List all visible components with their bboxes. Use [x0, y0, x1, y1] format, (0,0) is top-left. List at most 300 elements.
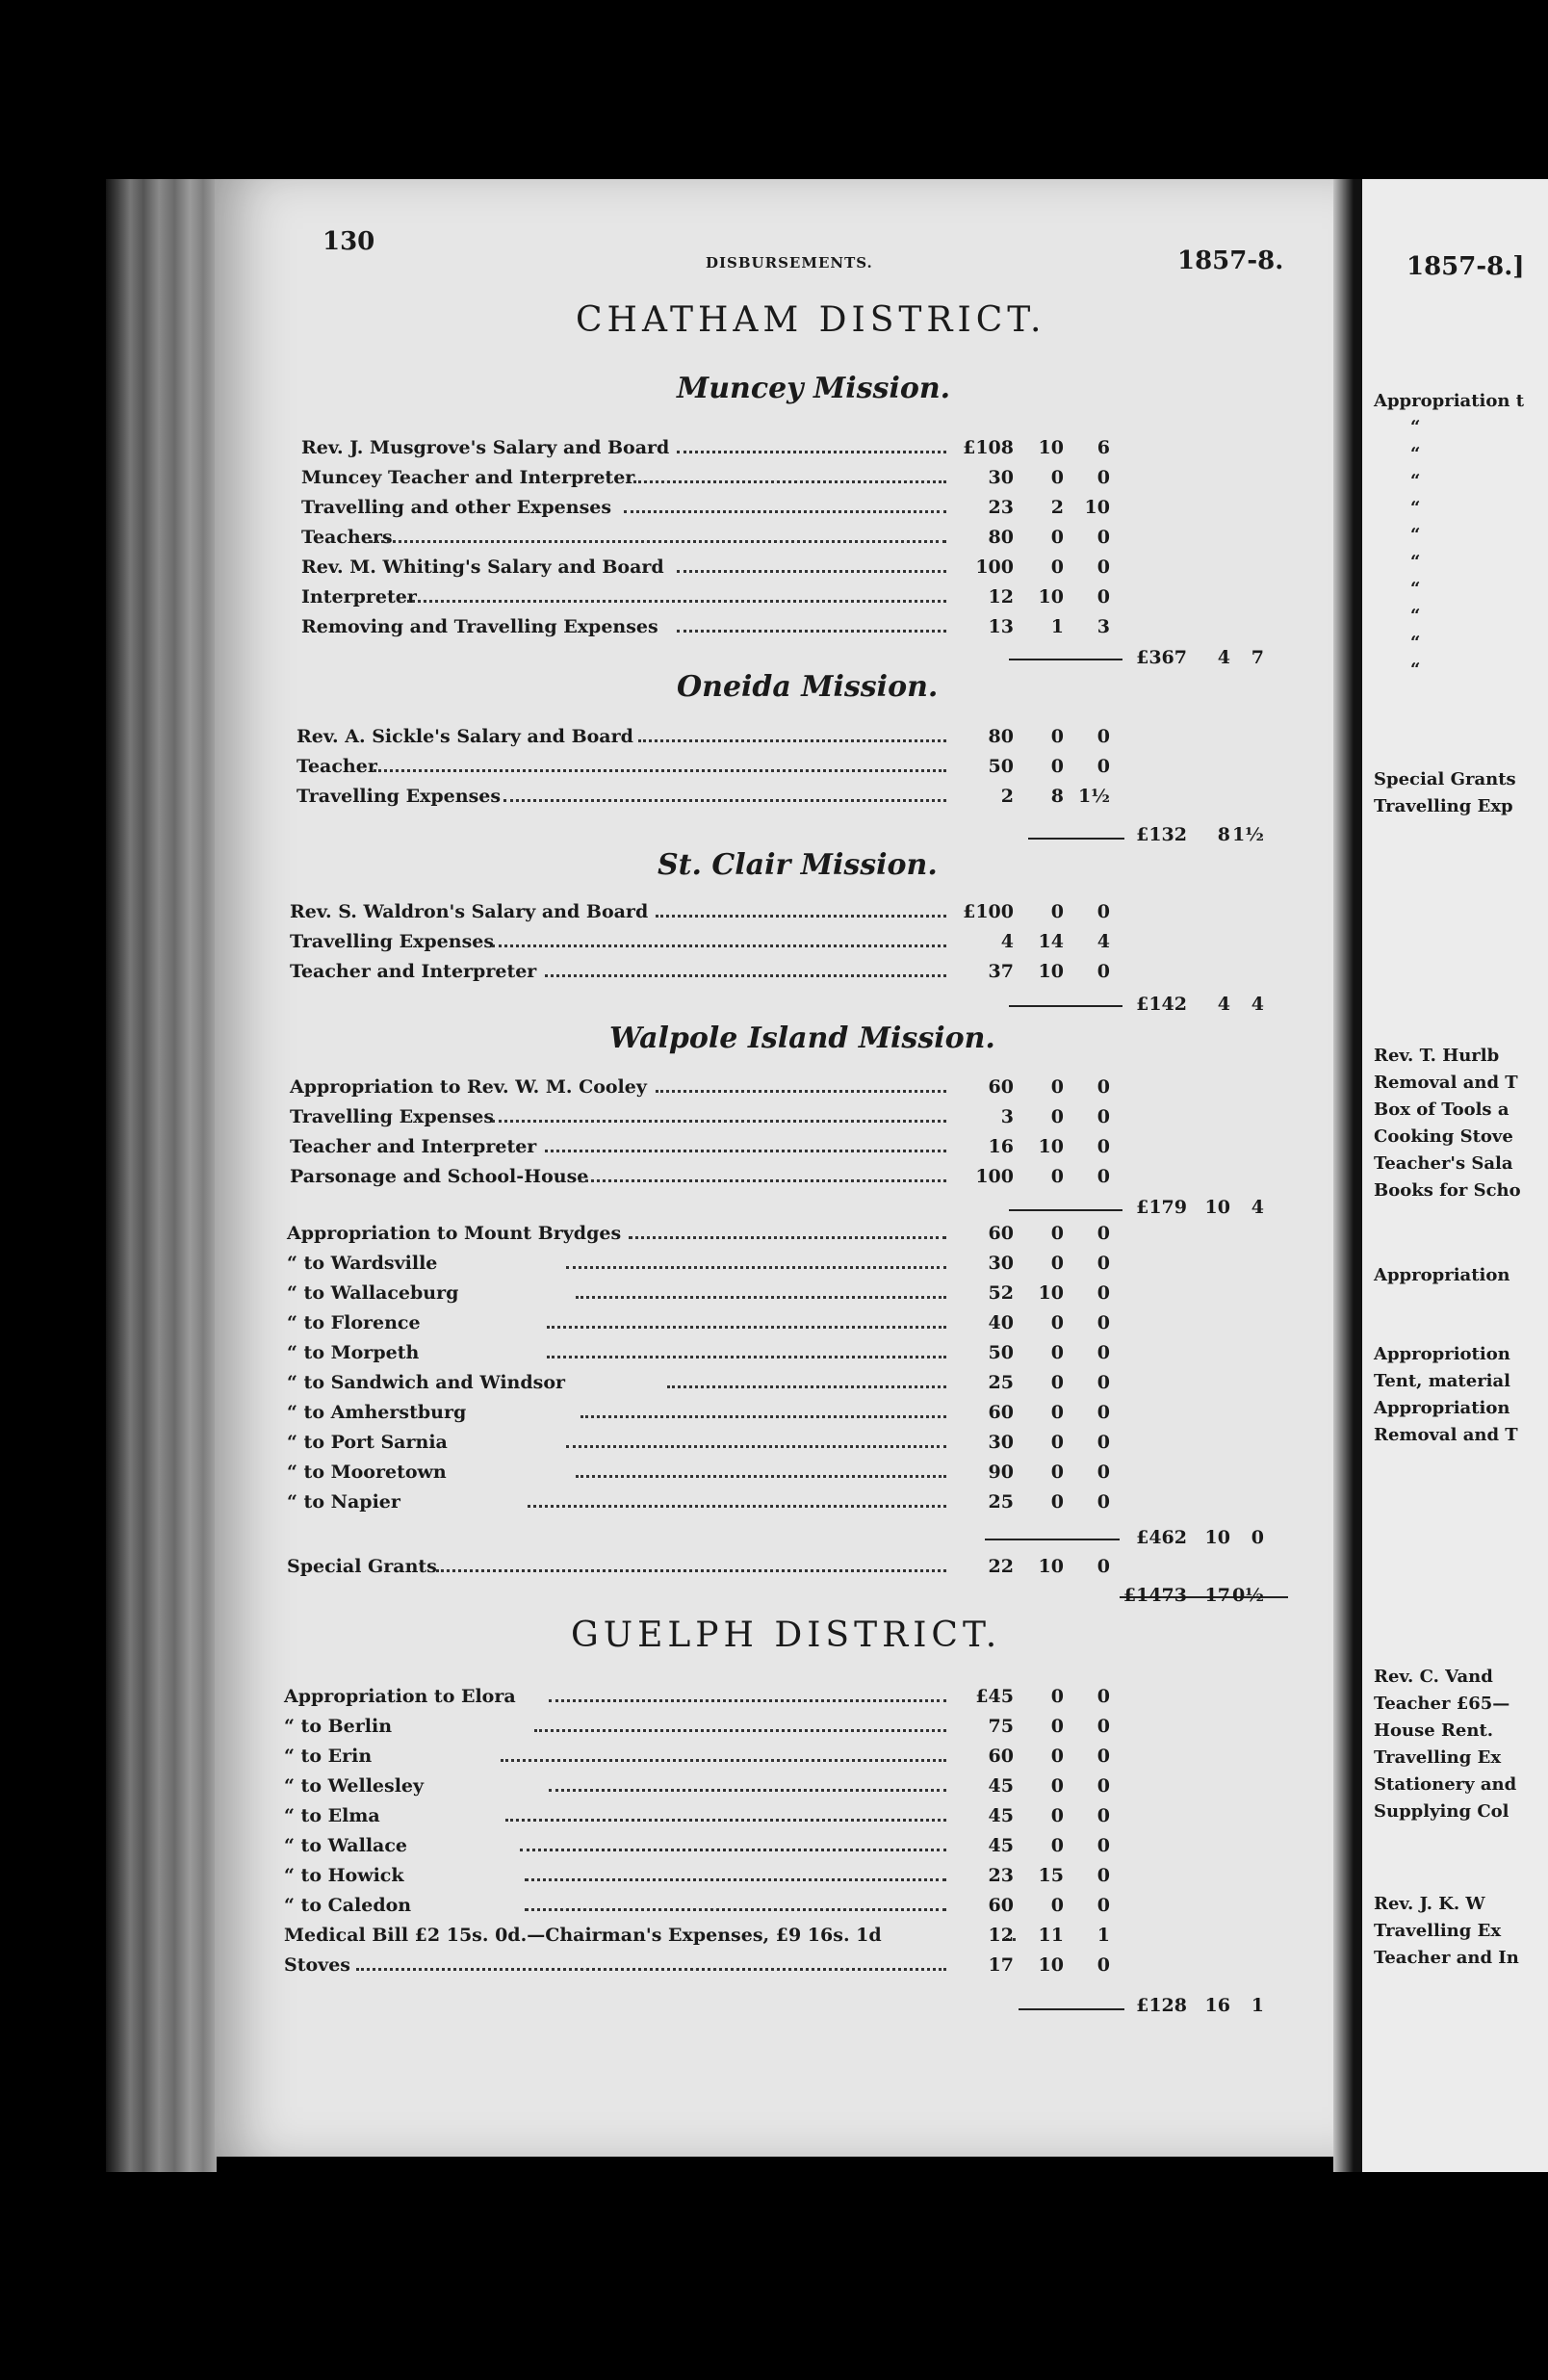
row-label: Rev. J. Musgrove's Salary and Board: [301, 437, 670, 458]
mission-title: Walpole Island Mission.: [609, 1022, 995, 1055]
amount-shillings: 15: [1038, 1865, 1064, 1886]
row-label: “ to Wallace: [284, 1835, 408, 1856]
total-shillings: 4: [1217, 647, 1230, 668]
row-label: Parsonage and School-House: [290, 1166, 589, 1187]
right-page-line: “: [1410, 498, 1421, 518]
amount-pounds: 25: [988, 1491, 1014, 1513]
amount-pounds: 23: [988, 497, 1014, 518]
amount-pence: 3: [1096, 616, 1110, 637]
book-gutter: [1333, 179, 1362, 2172]
amount-pence: 0: [1096, 1716, 1110, 1737]
leader-dots: [667, 1380, 946, 1388]
amount-pence: 0: [1096, 1253, 1110, 1274]
row-label: “ to Sandwich and Windsor: [287, 1372, 566, 1393]
amount-pounds: 50: [988, 756, 1014, 777]
leader-dots: [656, 909, 946, 918]
amount-shillings: 0: [1050, 726, 1064, 747]
leader-dots: [566, 1260, 946, 1269]
amount-pounds: 16: [988, 1136, 1014, 1157]
page-number: 130: [322, 227, 375, 256]
amount-pence: 10: [1084, 497, 1110, 518]
right-page-line: Box of Tools a: [1374, 1099, 1509, 1120]
right-page-line: Books for Scho: [1374, 1180, 1521, 1201]
row-label: Rev. A. Sickle's Salary and Board: [297, 726, 633, 747]
right-page-line: Travelling Ex: [1374, 1921, 1502, 1941]
ledger-row: [215, 1462, 1333, 1490]
amount-pounds: 90: [988, 1462, 1014, 1483]
amount-pence: 1: [1096, 1925, 1110, 1946]
leader-dots: [501, 1753, 946, 1762]
leader-dots: [407, 594, 946, 603]
row-label: Appropriation to Elora: [284, 1686, 516, 1707]
amount-pounds: 30: [988, 1432, 1014, 1453]
ledger-row: [215, 497, 1333, 526]
right-page-line: Teacher's Sala: [1374, 1153, 1513, 1174]
amount-pounds: 80: [988, 726, 1014, 747]
amount-pence: 0: [1096, 726, 1110, 747]
leader-dots: [547, 1350, 946, 1358]
leader-dots: [436, 1564, 946, 1572]
right-page-line: Tent, material: [1374, 1371, 1511, 1391]
row-label: Travelling Expenses: [297, 786, 502, 807]
amount-pounds: 60: [988, 1895, 1014, 1916]
amount-pence: 0: [1096, 1312, 1110, 1333]
amount-pence: 0: [1096, 1805, 1110, 1826]
left-page: [215, 179, 1333, 2157]
right-page-line: Supplying Col: [1374, 1801, 1509, 1822]
total-pounds: £179: [1136, 1197, 1187, 1218]
leader-dots: [677, 445, 946, 453]
amount-shillings: 10: [1038, 586, 1064, 608]
amount-pence: 0: [1096, 1342, 1110, 1363]
ledger-row: [215, 756, 1333, 785]
mission-title: St. Clair Mission.: [658, 848, 938, 882]
ledger-row: [215, 1106, 1333, 1135]
right-page-line: Removal and T: [1374, 1425, 1518, 1445]
right-year-heading: 1857-8.]: [1406, 252, 1525, 281]
row-label: Travelling Expenses: [290, 1106, 495, 1127]
leader-dots: [534, 1723, 946, 1732]
ledger-row: [215, 1253, 1333, 1281]
total-pence: 7: [1251, 647, 1264, 668]
leader-dots: [492, 1114, 946, 1123]
total-pence: 4: [1251, 1197, 1264, 1218]
amount-pounds: 30: [988, 467, 1014, 488]
amount-pounds: 60: [988, 1746, 1014, 1767]
leader-dots: [656, 1084, 946, 1093]
amount-pence: 0: [1096, 1223, 1110, 1244]
right-page: [1362, 179, 1548, 2172]
amount-pounds: 45: [988, 1835, 1014, 1856]
total-pounds: £1473: [1122, 1585, 1187, 1606]
amount-shillings: 0: [1050, 1462, 1064, 1483]
row-label: “ to Florence: [287, 1312, 421, 1333]
row-label: Rev. M. Whiting's Salary and Board: [301, 556, 664, 578]
amount-pounds: 12: [988, 586, 1014, 608]
amount-pence: 0: [1096, 1106, 1110, 1127]
section-total: [215, 1585, 1333, 1614]
section-total: [215, 994, 1333, 1022]
total-shillings: 17: [1204, 1585, 1230, 1606]
amount-pounds: 4: [1000, 931, 1014, 952]
right-page-line: Special Grants: [1374, 769, 1516, 789]
amount-pence: 0: [1096, 961, 1110, 982]
amount-shillings: 0: [1050, 1076, 1064, 1098]
ledger-row: [215, 1746, 1333, 1774]
row-label: “ to Howick: [284, 1865, 404, 1886]
total-pounds: £367: [1136, 647, 1187, 668]
row-label: Medical Bill £2 15s. 0d.—Chairman's Expenses, £9 16s. 1d: [284, 1925, 882, 1946]
right-page-line: “: [1410, 552, 1421, 572]
amount-pence: 0: [1096, 1136, 1110, 1157]
row-label: “ to Elma: [284, 1805, 380, 1826]
amount-shillings: 0: [1050, 901, 1064, 922]
total-pence: 4: [1251, 994, 1264, 1015]
amount-pounds: 52: [988, 1282, 1014, 1304]
leader-dots: [579, 1174, 946, 1182]
year-heading: 1857-8.: [1177, 246, 1284, 275]
right-page-line: “: [1410, 660, 1421, 680]
amount-shillings: 10: [1038, 1282, 1064, 1304]
ledger-row: [215, 1136, 1333, 1165]
total-shillings: 10: [1204, 1527, 1230, 1548]
right-page-line: House Rent.: [1374, 1720, 1494, 1741]
total-pounds: £132: [1136, 824, 1187, 845]
mission-title: Oneida Mission.: [677, 670, 939, 704]
ledger-row: [215, 1432, 1333, 1461]
amount-shillings: 0: [1050, 1166, 1064, 1187]
amount-pounds: 30: [988, 1253, 1014, 1274]
right-page-line: “: [1410, 606, 1421, 626]
amount-pounds: 23: [988, 1865, 1014, 1886]
right-page-line: Teacher and In: [1374, 1948, 1519, 1968]
amount-pounds: £45: [975, 1686, 1014, 1707]
total-pounds: £462: [1136, 1527, 1187, 1548]
total-pence: 1½: [1231, 824, 1264, 845]
amount-shillings: 10: [1038, 1556, 1064, 1577]
amount-pounds: £108: [963, 437, 1014, 458]
row-label: “ to Port Sarnia: [287, 1432, 448, 1453]
amount-shillings: 0: [1050, 1835, 1064, 1856]
row-label: “ to Wardsville: [287, 1253, 438, 1274]
row-label: “ to Wallaceburg: [287, 1282, 459, 1304]
total-pounds: £142: [1136, 994, 1187, 1015]
amount-pence: 0: [1096, 1835, 1110, 1856]
ledger-row: [215, 1312, 1333, 1341]
leader-dots: [629, 1230, 946, 1239]
ledger-row: [215, 1925, 1333, 1953]
row-label: “ to Amherstburg: [287, 1402, 467, 1423]
amount-pence: 0: [1096, 467, 1110, 488]
row-label: Appropriation to Rev. W. M. Cooley: [290, 1076, 647, 1098]
total-shillings: 10: [1204, 1197, 1230, 1218]
amount-pounds: 100: [975, 1166, 1014, 1187]
amount-pounds: 100: [975, 556, 1014, 578]
amount-pence: 0: [1096, 1895, 1110, 1916]
total-pence: 0: [1251, 1527, 1264, 1548]
amount-shillings: 0: [1050, 1253, 1064, 1274]
leader-dots: [356, 1962, 946, 1971]
amount-shillings: 0: [1050, 1775, 1064, 1797]
amount-shillings: 10: [1038, 437, 1064, 458]
leader-dots: [677, 564, 946, 573]
amount-pounds: 2: [1000, 786, 1014, 807]
amount-pence: 0: [1096, 1686, 1110, 1707]
amount-shillings: 0: [1050, 1312, 1064, 1333]
leader-dots: [525, 1873, 946, 1881]
amount-shillings: 0: [1050, 1716, 1064, 1737]
amount-shillings: 1: [1050, 616, 1064, 637]
district-title: GUELPH DISTRICT.: [571, 1616, 1002, 1655]
amount-pence: 0: [1096, 1556, 1110, 1577]
running-title: DISBURSEMENTS.: [706, 254, 873, 272]
amount-shillings: 0: [1050, 1746, 1064, 1767]
section-total: [215, 1995, 1333, 2024]
amount-pence: 6: [1096, 437, 1110, 458]
amount-pounds: 3: [1000, 1106, 1014, 1127]
row-label: “ to Morpeth: [287, 1342, 420, 1363]
ledger-row: [215, 1865, 1333, 1894]
leader-dots: [638, 734, 946, 742]
leader-dots: [503, 793, 946, 802]
total-shillings: 16: [1204, 1995, 1230, 2016]
amount-pence: 0: [1096, 1462, 1110, 1483]
ledger-row: [215, 901, 1333, 930]
right-page-line: Removal and T: [1374, 1073, 1518, 1093]
amount-shillings: 0: [1050, 527, 1064, 548]
amount-pounds: 13: [988, 616, 1014, 637]
amount-pounds: 45: [988, 1775, 1014, 1797]
amount-pence: 0: [1096, 1746, 1110, 1767]
row-label: Rev. S. Waldron's Salary and Board: [290, 901, 649, 922]
right-page-line: “: [1410, 579, 1421, 599]
total-shillings: 8: [1217, 824, 1230, 845]
row-label: Appropriation to Mount Brydges: [287, 1223, 622, 1244]
amount-pence: 0: [1096, 756, 1110, 777]
ledger-row: [215, 1835, 1333, 1864]
ledger-row: [215, 786, 1333, 815]
right-page-line: Appropriotion: [1374, 1344, 1510, 1364]
amount-shillings: 0: [1050, 1402, 1064, 1423]
amount-shillings: 0: [1050, 556, 1064, 578]
total-pence: 1: [1251, 1995, 1264, 2016]
row-label: Special Grants: [287, 1556, 437, 1577]
row-label: “ to Caledon: [284, 1895, 412, 1916]
row-label: Removing and Travelling Expenses: [301, 616, 658, 637]
leader-dots: [633, 475, 946, 483]
amount-shillings: 0: [1050, 1106, 1064, 1127]
district-title: CHATHAM DISTRICT.: [576, 300, 1046, 340]
amount-pounds: 25: [988, 1372, 1014, 1393]
ledger-row: [215, 586, 1333, 615]
right-page-line: Cooking Stove: [1374, 1126, 1513, 1147]
ledger-row: [215, 1076, 1333, 1105]
leader-dots: [677, 624, 946, 633]
amount-shillings: 0: [1050, 1372, 1064, 1393]
amount-pence: 0: [1096, 1166, 1110, 1187]
amount-shillings: 0: [1050, 1686, 1064, 1707]
amount-pence: 0: [1096, 1372, 1110, 1393]
row-label: Teacher and Interpreter: [290, 1136, 537, 1157]
right-page-line: “: [1410, 633, 1421, 653]
leader-dots: [580, 1410, 946, 1418]
amount-shillings: 10: [1038, 1136, 1064, 1157]
leader-dots: [525, 1902, 946, 1911]
row-label: Stoves: [284, 1954, 350, 1976]
amount-shillings: 0: [1050, 1491, 1064, 1513]
leader-dots: [369, 534, 946, 543]
amount-shillings: 10: [1038, 1954, 1064, 1976]
leader-dots: [549, 1783, 946, 1792]
amount-pounds: 75: [988, 1716, 1014, 1737]
amount-pence: 0: [1096, 1491, 1110, 1513]
amount-pence: 0: [1096, 1775, 1110, 1797]
amount-shillings: 11: [1038, 1925, 1064, 1946]
amount-pounds: 22: [988, 1556, 1014, 1577]
ledger-row: [215, 1895, 1333, 1924]
ledger-row: [215, 1775, 1333, 1804]
ledger-row: [215, 726, 1333, 755]
right-page-line: Appropriation t: [1374, 391, 1525, 411]
ledger-row: [215, 1805, 1333, 1834]
amount-pounds: 80: [988, 527, 1014, 548]
leader-dots: [520, 1843, 946, 1851]
right-page-line: Appropriation: [1374, 1265, 1510, 1285]
row-label: “ to Berlin: [284, 1716, 393, 1737]
amount-pence: 0: [1096, 1282, 1110, 1304]
amount-pence: 0: [1096, 1954, 1110, 1976]
right-page-line: Appropriation: [1374, 1398, 1510, 1418]
leader-dots: [624, 504, 946, 513]
ledger-row: [215, 1716, 1333, 1745]
amount-pounds: 50: [988, 1342, 1014, 1363]
ledger-row: [215, 556, 1333, 585]
leader-dots: [566, 1439, 946, 1448]
row-label: Travelling Expenses: [290, 931, 495, 952]
amount-shillings: 10: [1038, 961, 1064, 982]
amount-shillings: 0: [1050, 1342, 1064, 1363]
right-page-line: Stationery and: [1374, 1774, 1517, 1795]
amount-pence: 1½: [1077, 786, 1110, 807]
right-page-line: Rev. J. K. W: [1374, 1894, 1485, 1914]
amount-shillings: 0: [1050, 1895, 1064, 1916]
right-page-line: Teacher £65—: [1374, 1694, 1510, 1714]
leader-dots: [576, 1469, 946, 1478]
row-label: Travelling and other Expenses: [301, 497, 612, 518]
row-label: Interpreter: [301, 586, 417, 608]
amount-pence: 0: [1096, 1432, 1110, 1453]
right-page-line: “: [1410, 417, 1421, 437]
amount-shillings: 0: [1050, 1432, 1064, 1453]
amount-shillings: 14: [1038, 931, 1064, 952]
ledger-row: [215, 1372, 1333, 1401]
ledger-row: [215, 1282, 1333, 1311]
amount-shillings: 8: [1050, 786, 1064, 807]
amount-pounds: 40: [988, 1312, 1014, 1333]
right-page-line: “: [1410, 525, 1421, 545]
right-page-line: “: [1410, 471, 1421, 491]
amount-pounds: 60: [988, 1076, 1014, 1098]
amount-shillings: 0: [1050, 1805, 1064, 1826]
amount-pence: 0: [1096, 586, 1110, 608]
amount-pence: 4: [1096, 931, 1110, 952]
amount-pounds: £100: [963, 901, 1014, 922]
section-total: [215, 1197, 1333, 1226]
ledger-row: [215, 961, 1333, 990]
row-label: “ to Erin: [284, 1746, 373, 1767]
leader-dots: [545, 969, 946, 977]
row-label: “ to Wellesley: [284, 1775, 425, 1797]
ledger-row: [215, 1342, 1333, 1371]
amount-shillings: 0: [1050, 467, 1064, 488]
amount-pounds: 45: [988, 1805, 1014, 1826]
leader-dots: [545, 1144, 946, 1152]
ledger-row: [215, 467, 1333, 496]
ledger-row: [215, 1491, 1333, 1520]
ledger-row: [215, 1556, 1333, 1585]
page-edge-stack: [106, 179, 217, 2172]
row-label: Teachers: [301, 527, 393, 548]
right-page-line: “: [1410, 444, 1421, 464]
amount-pounds: 60: [988, 1223, 1014, 1244]
leader-dots: [528, 1499, 946, 1508]
row-label: “ to Napier: [287, 1491, 400, 1513]
right-page-line: Travelling Ex: [1374, 1747, 1502, 1768]
amount-pence: 0: [1096, 527, 1110, 548]
amount-pounds: 12: [988, 1925, 1014, 1946]
row-label: Teacher and Interpreter: [290, 961, 537, 982]
amount-shillings: 2: [1050, 497, 1064, 518]
ledger-row: [215, 437, 1333, 466]
amount-pounds: 37: [988, 961, 1014, 982]
ledger-row: [215, 1686, 1333, 1715]
amount-shillings: 0: [1050, 1223, 1064, 1244]
ledger-row: [215, 1402, 1333, 1431]
mission-title: Muncey Mission.: [677, 372, 951, 405]
amount-pence: 0: [1096, 556, 1110, 578]
row-label: Muncey Teacher and Interpreter: [301, 467, 635, 488]
right-page-line: Rev. C. Vand: [1374, 1667, 1493, 1687]
amount-pence: 0: [1096, 1865, 1110, 1886]
ledger-row: [215, 931, 1333, 960]
row-label: “ to Mooretown: [287, 1462, 447, 1483]
leader-dots: [547, 1320, 946, 1329]
ledger-row: [215, 527, 1333, 556]
ledger-row: [215, 1166, 1333, 1195]
leader-dots: [549, 1694, 946, 1702]
leader-dots: [492, 939, 946, 947]
amount-pence: 0: [1096, 1076, 1110, 1098]
amount-pounds: 60: [988, 1402, 1014, 1423]
leader-dots: [374, 763, 946, 772]
amount-shillings: 0: [1050, 756, 1064, 777]
amount-pounds: 17: [988, 1954, 1014, 1976]
leader-dots: [505, 1813, 946, 1822]
ledger-row: [215, 1223, 1333, 1252]
amount-pence: 0: [1096, 901, 1110, 922]
ledger-row: [215, 1954, 1333, 1983]
row-label: Teacher: [297, 756, 377, 777]
ledger-row: [215, 616, 1333, 645]
amount-pence: 0: [1096, 1402, 1110, 1423]
total-pence: 0½: [1231, 1585, 1264, 1606]
section-total: [215, 1527, 1333, 1556]
total-pounds: £128: [1136, 1995, 1187, 2016]
leader-dots: [576, 1290, 946, 1299]
total-shillings: 4: [1217, 994, 1230, 1015]
right-page-line: Rev. T. Hurlb: [1374, 1046, 1500, 1066]
right-page-line: Travelling Exp: [1374, 796, 1513, 816]
